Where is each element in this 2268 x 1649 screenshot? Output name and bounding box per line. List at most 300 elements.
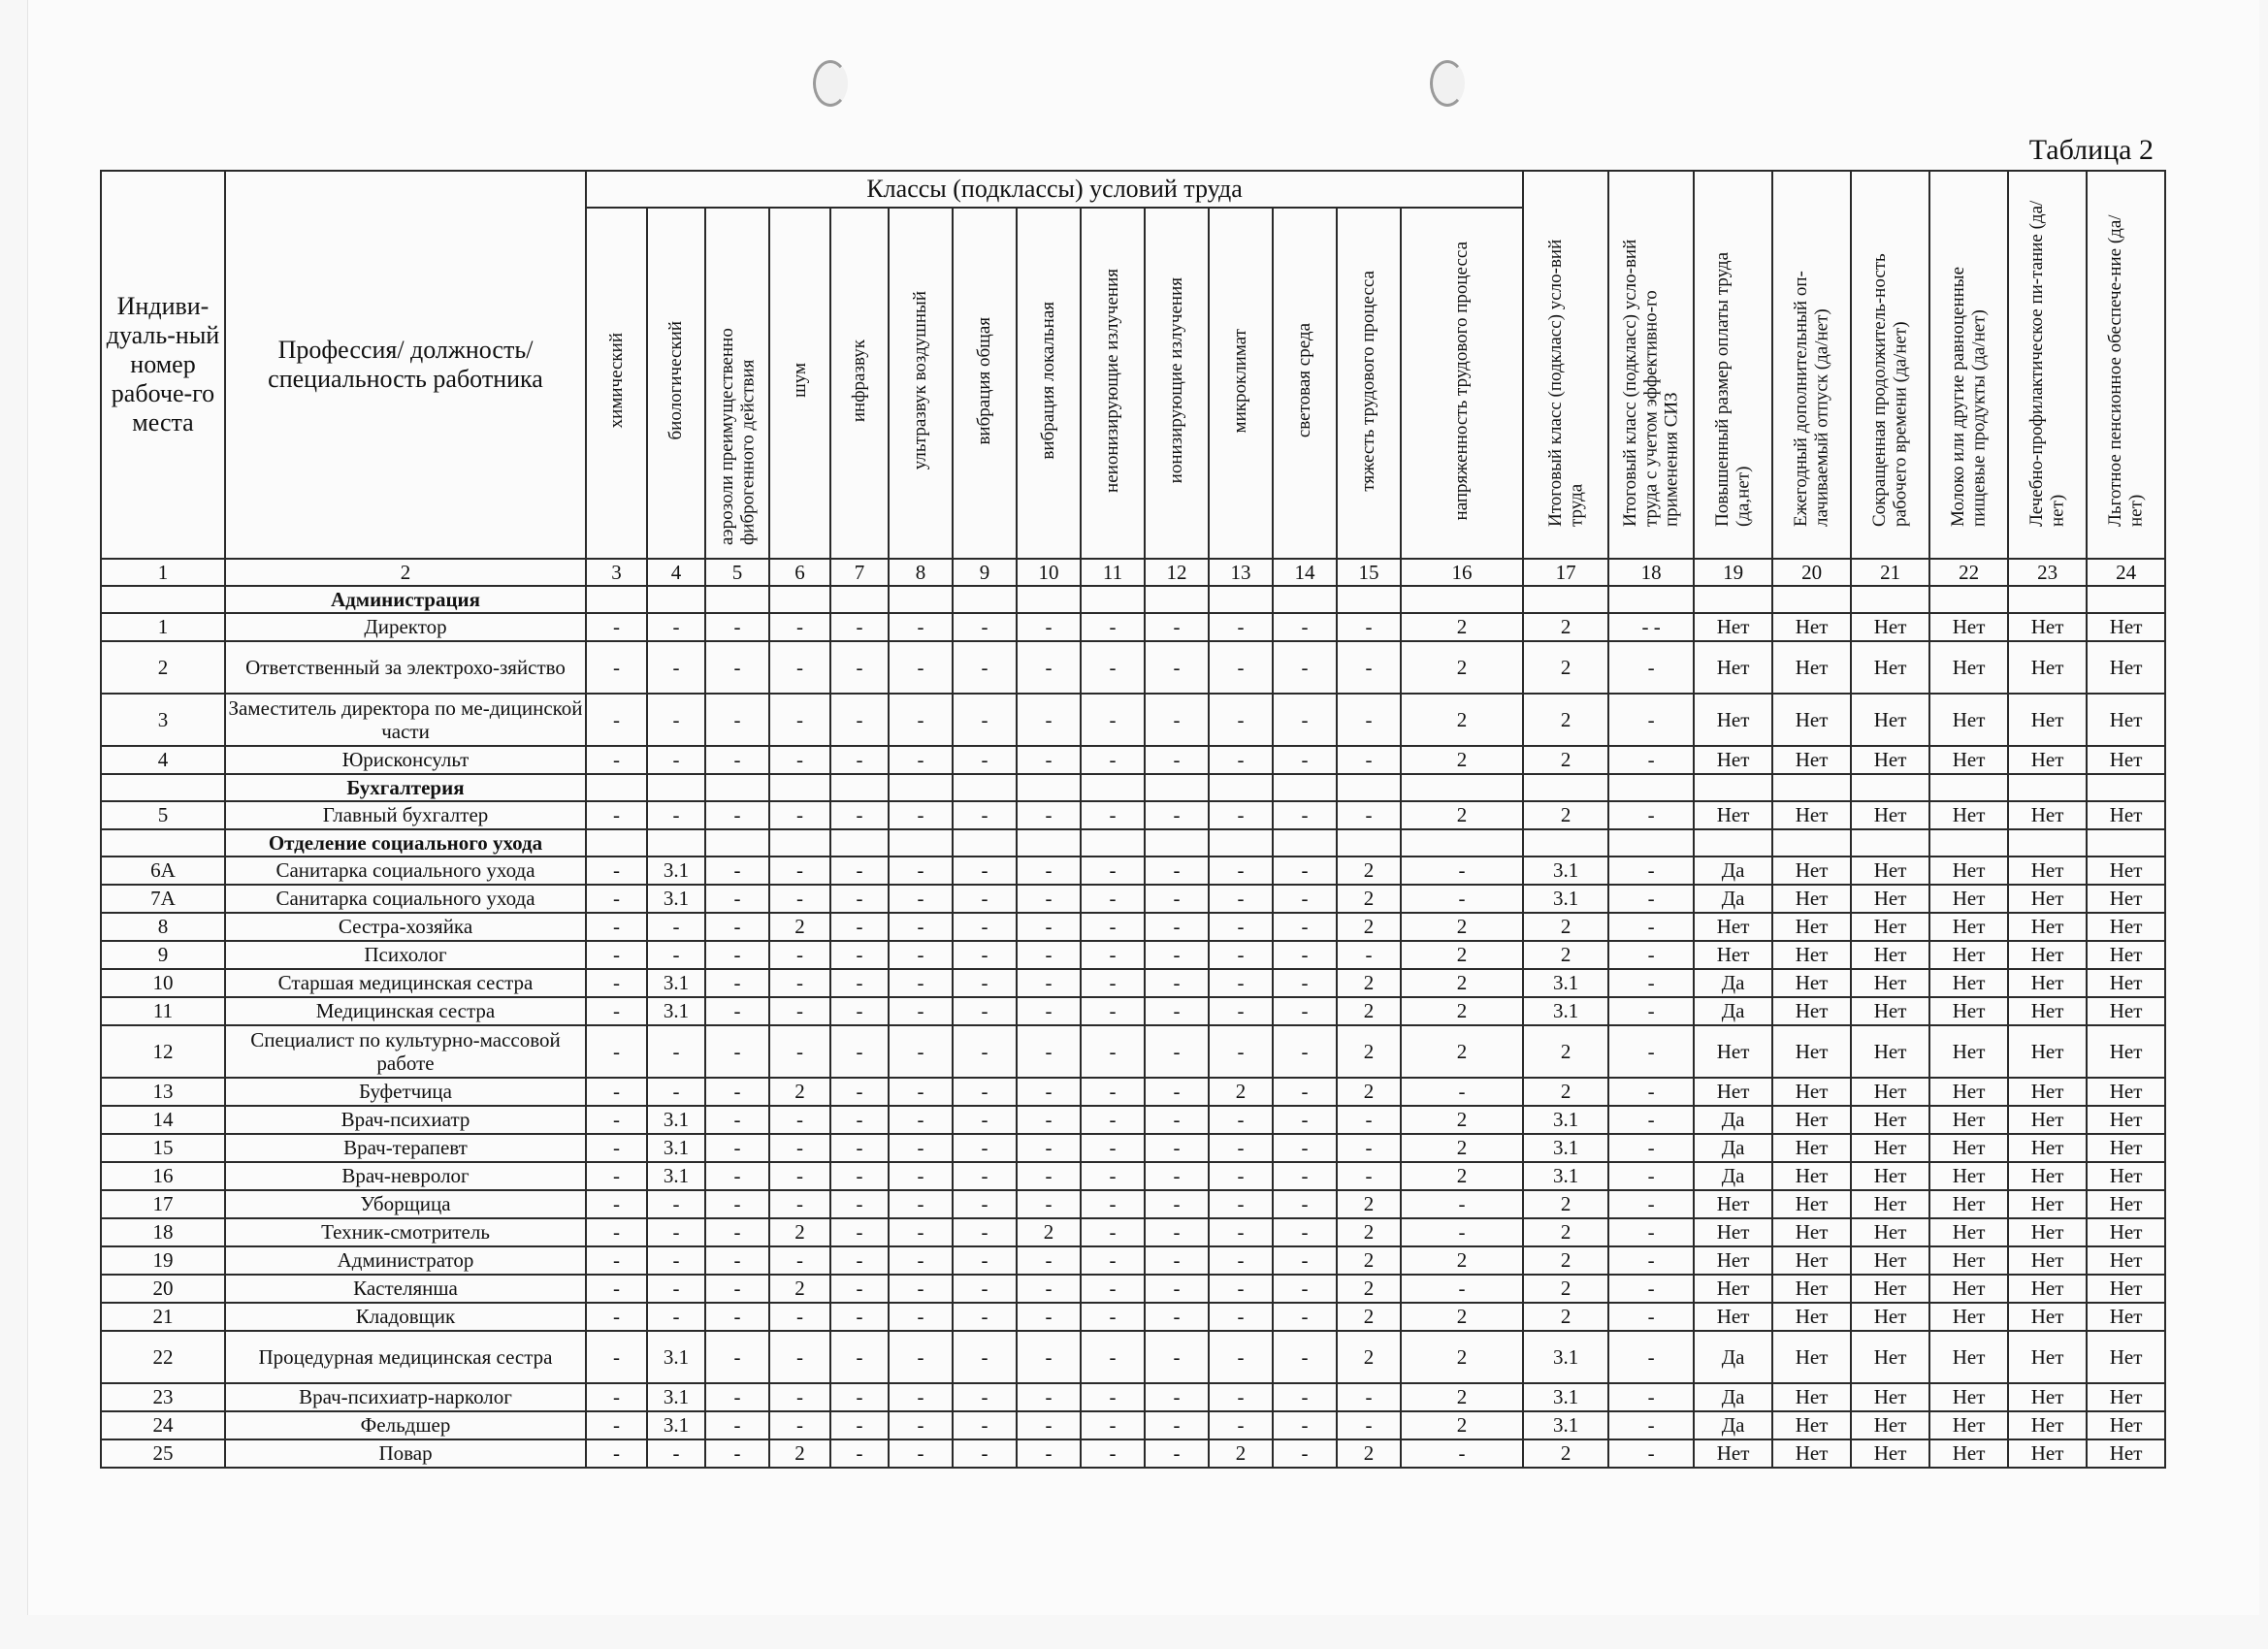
table-cell: Нет	[1851, 885, 1929, 913]
table-cell: 3.1	[1523, 1383, 1608, 1411]
profession-name: Администратор	[225, 1246, 586, 1275]
table-cell: Нет	[1929, 1218, 2008, 1246]
table-cell: 2	[1401, 1411, 1523, 1439]
table-cell: Нет	[2008, 801, 2087, 829]
empty-cell	[830, 774, 889, 801]
profession-name: Ответственный за электрохо-зяйство	[225, 641, 586, 694]
table-cell: 2	[1337, 997, 1401, 1025]
table-cell: -	[1145, 801, 1209, 829]
table-cell: -	[769, 1383, 830, 1411]
empty-cell	[705, 774, 769, 801]
table-row	[101, 997, 2165, 1025]
table-cell: Нет	[1851, 746, 1929, 774]
empty-cell	[2008, 829, 2087, 857]
table-cell: -	[1401, 1078, 1523, 1106]
empty-cell	[953, 829, 1017, 857]
table-cell: 3.1	[1523, 885, 1608, 913]
empty-cell	[1273, 829, 1337, 857]
table-cell: -	[1273, 1106, 1337, 1134]
table-cell: -	[1145, 1106, 1209, 1134]
table-cell: -	[586, 1303, 647, 1331]
table-cell: Нет	[1929, 1162, 2008, 1190]
table-cell: -	[889, 1025, 953, 1078]
table-cell: 2	[1337, 1303, 1401, 1331]
table-cell: -	[1608, 641, 1694, 694]
empty-cell	[705, 829, 769, 857]
table-cell: -	[1209, 1383, 1273, 1411]
table-cell: -	[705, 1439, 769, 1468]
table-cell: -	[953, 1078, 1017, 1106]
empty-cell	[647, 829, 705, 857]
table-cell: -	[1273, 1190, 1337, 1218]
header-factor-ionizing: ионизирующие излучения	[1145, 208, 1209, 559]
table-cell: -	[1017, 613, 1081, 641]
table-cell: Нет	[1772, 694, 1851, 746]
table-cell: -	[705, 1106, 769, 1134]
table-cell: Нет	[2087, 1025, 2165, 1078]
table-cell: Нет	[2087, 1383, 2165, 1411]
table-cell: -	[889, 1106, 953, 1134]
header-factor-lighting: световая среда	[1273, 208, 1337, 559]
empty-cell	[647, 774, 705, 801]
workplace-number: 10	[101, 969, 225, 997]
empty-cell	[101, 829, 225, 857]
table-row	[101, 941, 2165, 969]
empty-cell	[1772, 586, 1851, 613]
table-cell: -	[889, 1439, 953, 1468]
table-cell: -	[1273, 1218, 1337, 1246]
table-cell: Нет	[1929, 941, 2008, 969]
table-cell: -	[1081, 1303, 1145, 1331]
column-number: 1	[101, 559, 225, 586]
table-cell: 2	[1523, 641, 1608, 694]
table-cell: -	[1081, 1331, 1145, 1383]
table-cell: 3.1	[1523, 1134, 1608, 1162]
table-cell: -	[889, 941, 953, 969]
header-additional-leave: Ежегодный дополнительный оп-лачиваемый отпуск (да/нет)	[1772, 171, 1851, 559]
table-cell: Нет	[2008, 1439, 2087, 1468]
table-cell: -	[586, 941, 647, 969]
table-cell: -	[1081, 997, 1145, 1025]
table-cell: -	[769, 1106, 830, 1134]
table-cell: -	[830, 1078, 889, 1106]
section-title: Администрация	[225, 586, 586, 613]
table-cell: -	[889, 1383, 953, 1411]
empty-cell	[1694, 774, 1772, 801]
table-cell: -	[889, 694, 953, 746]
table-cell: Нет	[1772, 1331, 1851, 1383]
table-cell: -	[1209, 1190, 1273, 1218]
workplace-number: 22	[101, 1331, 225, 1383]
table-cell: -	[1017, 1106, 1081, 1134]
table-cell: -	[953, 1275, 1017, 1303]
table-row	[101, 1303, 2165, 1331]
section-title: Отделение социального ухода	[225, 829, 586, 857]
empty-cell	[1401, 829, 1523, 857]
table-cell: Нет	[1929, 1303, 2008, 1331]
table-cell: -	[647, 1078, 705, 1106]
table-cell: 2	[1523, 694, 1608, 746]
table-cell: 2	[1523, 613, 1608, 641]
profession-name: Санитарка социального ухода	[225, 885, 586, 913]
empty-cell	[1608, 586, 1694, 613]
table-cell: Нет	[1772, 1218, 1851, 1246]
table-cell: -	[1081, 694, 1145, 746]
column-number: 8	[889, 559, 953, 586]
empty-cell	[2008, 774, 2087, 801]
table-cell: Нет	[1929, 1383, 2008, 1411]
table-cell: -	[830, 801, 889, 829]
table-cell: -	[1608, 1134, 1694, 1162]
table-cell: -	[830, 1331, 889, 1383]
table-cell: -	[1017, 801, 1081, 829]
table-cell: Нет	[1851, 913, 1929, 941]
table-cell: 2	[1523, 1190, 1608, 1218]
column-number: 15	[1337, 559, 1401, 586]
table-cell: -	[1081, 913, 1145, 941]
table-cell: Нет	[2008, 1218, 2087, 1246]
table-cell: -	[769, 1303, 830, 1331]
table-cell: -	[586, 1162, 647, 1190]
table-cell: 2	[1337, 1246, 1401, 1275]
table-cell: -	[889, 1078, 953, 1106]
table-cell: 2	[1209, 1439, 1273, 1468]
table-cell: -	[1401, 1439, 1523, 1468]
table-cell: Нет	[2087, 1411, 2165, 1439]
table-cell: -	[769, 801, 830, 829]
table-cell: -	[889, 1134, 953, 1162]
table-cell: Нет	[1772, 641, 1851, 694]
table-cell: -	[1081, 1383, 1145, 1411]
table-cell: -	[1608, 1439, 1694, 1468]
table-cell: -	[953, 801, 1017, 829]
empty-cell	[889, 586, 953, 613]
table-cell: -	[953, 1411, 1017, 1439]
table-cell: -	[1145, 641, 1209, 694]
empty-cell	[1401, 774, 1523, 801]
table-cell: -	[889, 1275, 953, 1303]
table-cell: -	[1017, 1331, 1081, 1383]
table-cell: -	[1273, 941, 1337, 969]
table-cell: -	[1081, 941, 1145, 969]
table-row	[101, 1106, 2165, 1134]
workplace-number: 15	[101, 1134, 225, 1162]
empty-cell	[1017, 829, 1081, 857]
table-cell: Нет	[1929, 1078, 2008, 1106]
table-cell: -	[1273, 1439, 1337, 1468]
table-cell: -	[889, 997, 953, 1025]
table-cell: -	[1145, 1218, 1209, 1246]
table-cell: -	[1273, 694, 1337, 746]
table-cell: 3.1	[1523, 1162, 1608, 1190]
table-cell: -	[1209, 1246, 1273, 1275]
table-cell: -	[889, 801, 953, 829]
table-cell: 2	[1337, 969, 1401, 997]
table-cell: -	[1145, 1439, 1209, 1468]
table-cell: -	[705, 1411, 769, 1439]
table-row	[101, 857, 2165, 885]
table-cell: Нет	[1694, 1303, 1772, 1331]
table-cell: -	[586, 1134, 647, 1162]
table-cell: -	[1017, 885, 1081, 913]
column-number: 11	[1081, 559, 1145, 586]
table-cell: 2	[1401, 746, 1523, 774]
table-cell: -	[1145, 969, 1209, 997]
table-cell: 2	[1523, 1275, 1608, 1303]
table-cell: Нет	[1851, 969, 1929, 997]
workplace-number: 3	[101, 694, 225, 746]
empty-cell	[1337, 586, 1401, 613]
table-cell: Нет	[1772, 1411, 1851, 1439]
empty-cell	[2087, 586, 2165, 613]
table-cell: -	[830, 1218, 889, 1246]
header-factor-aerosols: аэрозоли преимущественно фиброгенного действия	[705, 208, 769, 559]
table-cell: Нет	[1772, 1303, 1851, 1331]
table-cell: -	[1273, 857, 1337, 885]
table-cell: Нет	[2008, 1078, 2087, 1106]
table-cell: -	[1608, 1331, 1694, 1383]
table-cell: -	[889, 1218, 953, 1246]
column-number: 10	[1017, 559, 1081, 586]
column-number: 9	[953, 559, 1017, 586]
header-milk: Молоко или другие равноценные пищевые продукты (да/нет)	[1929, 171, 2008, 559]
table-cell: Нет	[1772, 857, 1851, 885]
table-cell: Нет	[1694, 1190, 1772, 1218]
empty-cell	[647, 586, 705, 613]
workplace-number: 25	[101, 1439, 225, 1468]
table-cell: -	[769, 885, 830, 913]
table-cell: -	[1145, 885, 1209, 913]
table-cell: -	[830, 969, 889, 997]
table-cell: -	[1081, 885, 1145, 913]
column-number: 12	[1145, 559, 1209, 586]
table-cell: -	[953, 694, 1017, 746]
table-cell: -	[1081, 1106, 1145, 1134]
table-cell: -	[1209, 801, 1273, 829]
header-factor-infrasound: инфразвук	[830, 208, 889, 559]
table-cell: 2	[769, 1275, 830, 1303]
header-reduced-hours: Сокращенная продолжитель-ность рабочего времени (да/нет)	[1851, 171, 1929, 559]
table-cell: Нет	[2008, 969, 2087, 997]
table-cell: -	[1209, 1411, 1273, 1439]
table-cell: -	[705, 1275, 769, 1303]
table-cell: 3.1	[1523, 969, 1608, 997]
table-cell: -	[769, 1411, 830, 1439]
table-cell: Да	[1694, 1134, 1772, 1162]
table-cell: Нет	[1851, 694, 1929, 746]
table-cell: Нет	[2087, 1439, 2165, 1468]
table-cell: -	[1608, 1303, 1694, 1331]
table-cell: Нет	[1929, 885, 2008, 913]
header-final-class: Итоговый класс (подкласс) усло-вий труда	[1523, 171, 1608, 559]
table-cell: 2	[1401, 941, 1523, 969]
table-row	[101, 1025, 2165, 1078]
table-cell: -	[769, 1162, 830, 1190]
table-cell: -	[1017, 913, 1081, 941]
table-cell: Нет	[1772, 1246, 1851, 1275]
table-cell: Нет	[1851, 997, 1929, 1025]
table-cell: -	[1145, 1411, 1209, 1439]
table-cell: -	[953, 857, 1017, 885]
table-row	[101, 641, 2165, 694]
table-cell: Да	[1694, 1162, 1772, 1190]
table-cell: -	[1017, 941, 1081, 969]
profession-name: Медицинская сестра	[225, 997, 586, 1025]
table-cell: Нет	[1772, 746, 1851, 774]
table-row	[101, 1275, 2165, 1303]
profession-name: Врач-невролог	[225, 1162, 586, 1190]
table-cell: Нет	[2008, 997, 2087, 1025]
table-cell: Нет	[2008, 694, 2087, 746]
table-cell: -	[1273, 613, 1337, 641]
table-cell: Да	[1694, 1331, 1772, 1383]
table-cell: 2	[1401, 1383, 1523, 1411]
table-cell: Нет	[1772, 1275, 1851, 1303]
empty-cell	[1145, 774, 1209, 801]
table-cell: -	[769, 969, 830, 997]
table-cell: Нет	[1851, 1162, 1929, 1190]
table-cell: Да	[1694, 1383, 1772, 1411]
table-cell: -	[1608, 1383, 1694, 1411]
table-cell: -	[586, 913, 647, 941]
table-cell: -	[1608, 1162, 1694, 1190]
table-cell: Нет	[1851, 1134, 1929, 1162]
table-cell: -	[953, 997, 1017, 1025]
table-cell: Нет	[1851, 1106, 1929, 1134]
table-cell: 3.1	[647, 1331, 705, 1383]
column-number: 21	[1851, 559, 1929, 586]
table-cell: -	[586, 1106, 647, 1134]
column-number: 2	[225, 559, 586, 586]
header-therapeutic-food: Лечебно-профилактическое пи-тание (да/нет)	[2008, 171, 2087, 559]
table-cell: -	[830, 1106, 889, 1134]
table-cell: -	[830, 1383, 889, 1411]
table-row	[101, 694, 2165, 746]
table-cell: -	[1608, 885, 1694, 913]
table-cell: -	[889, 857, 953, 885]
table-cell: -	[1145, 1078, 1209, 1106]
empty-cell	[1929, 586, 2008, 613]
table-cell: -	[1145, 1162, 1209, 1190]
table-cell: -	[647, 641, 705, 694]
table-cell: -	[953, 1246, 1017, 1275]
table-cell: Нет	[1772, 997, 1851, 1025]
empty-cell	[1523, 774, 1608, 801]
table-cell: -	[1209, 1303, 1273, 1331]
table-caption: Таблица 2	[2028, 134, 2154, 166]
column-number-row	[101, 559, 2165, 586]
empty-cell	[1851, 586, 1929, 613]
empty-cell	[1081, 774, 1145, 801]
empty-cell	[1401, 586, 1523, 613]
empty-cell	[1081, 586, 1145, 613]
table-cell: 3.1	[647, 857, 705, 885]
table-row	[101, 746, 2165, 774]
empty-cell	[1929, 829, 2008, 857]
table-cell: -	[1017, 746, 1081, 774]
table-cell: -	[705, 1303, 769, 1331]
empty-cell	[953, 774, 1017, 801]
workplace-number: 18	[101, 1218, 225, 1246]
profession-name: Старшая медицинская сестра	[225, 969, 586, 997]
table-cell: Нет	[1929, 1106, 2008, 1134]
empty-cell	[1523, 586, 1608, 613]
table-cell: -	[1401, 885, 1523, 913]
table-cell: Нет	[2087, 801, 2165, 829]
table-cell: -	[889, 885, 953, 913]
table-cell: Да	[1694, 997, 1772, 1025]
table-cell: -	[1401, 857, 1523, 885]
table-cell: -	[1081, 1078, 1145, 1106]
empty-cell	[1694, 829, 1772, 857]
header-factor-microclimate: микроклимат	[1209, 208, 1273, 559]
table-cell: -	[769, 1025, 830, 1078]
table-cell: -	[1209, 641, 1273, 694]
table-cell: -	[1209, 969, 1273, 997]
empty-cell	[1608, 774, 1694, 801]
table-cell: -	[647, 694, 705, 746]
table-cell: 3.1	[647, 1383, 705, 1411]
empty-cell	[1209, 829, 1273, 857]
table-cell: -	[1145, 997, 1209, 1025]
table-cell: Нет	[1929, 1025, 2008, 1078]
table-cell: Нет	[1851, 1275, 1929, 1303]
workplace-number: 20	[101, 1275, 225, 1303]
table-cell: -	[830, 694, 889, 746]
profession-name: Кастелянша	[225, 1275, 586, 1303]
table-cell: 2	[1337, 857, 1401, 885]
table-cell: -	[1017, 997, 1081, 1025]
table-cell: -	[830, 613, 889, 641]
table-cell: 2	[1337, 1275, 1401, 1303]
table-cell: -	[889, 1246, 953, 1275]
table-cell: -	[586, 1411, 647, 1439]
table-cell: -	[889, 746, 953, 774]
table-cell: -	[830, 746, 889, 774]
empty-cell	[1273, 774, 1337, 801]
table-cell: -	[586, 1025, 647, 1078]
table-cell: -	[1145, 694, 1209, 746]
table-cell: Нет	[2087, 1275, 2165, 1303]
table-cell: -	[953, 1439, 1017, 1468]
workplace-number: 23	[101, 1383, 225, 1411]
table-cell: Нет	[2008, 913, 2087, 941]
empty-cell	[101, 774, 225, 801]
table-cell: -	[705, 1078, 769, 1106]
table-cell: -	[1145, 857, 1209, 885]
table-cell: -	[830, 1190, 889, 1218]
table-cell: -	[1273, 746, 1337, 774]
table-cell: -	[1209, 1218, 1273, 1246]
empty-cell	[1523, 829, 1608, 857]
empty-cell	[1209, 586, 1273, 613]
section-row	[101, 829, 2165, 857]
table-cell: -	[889, 641, 953, 694]
table-cell: -	[769, 694, 830, 746]
table-cell: -	[705, 694, 769, 746]
workplace-number: 21	[101, 1303, 225, 1331]
table-cell: 3.1	[1523, 1106, 1608, 1134]
empty-cell	[1273, 586, 1337, 613]
empty-cell	[1929, 774, 2008, 801]
table-cell: -	[830, 1246, 889, 1275]
table-cell: Нет	[1851, 1331, 1929, 1383]
table-cell: Нет	[1694, 1218, 1772, 1246]
table-cell: -	[1337, 1106, 1401, 1134]
table-cell: 2	[1337, 1218, 1401, 1246]
table-cell: Нет	[2008, 613, 2087, 641]
header-pension: Льготное пенсионное обеспече-ние (да/нет)	[2087, 171, 2165, 559]
